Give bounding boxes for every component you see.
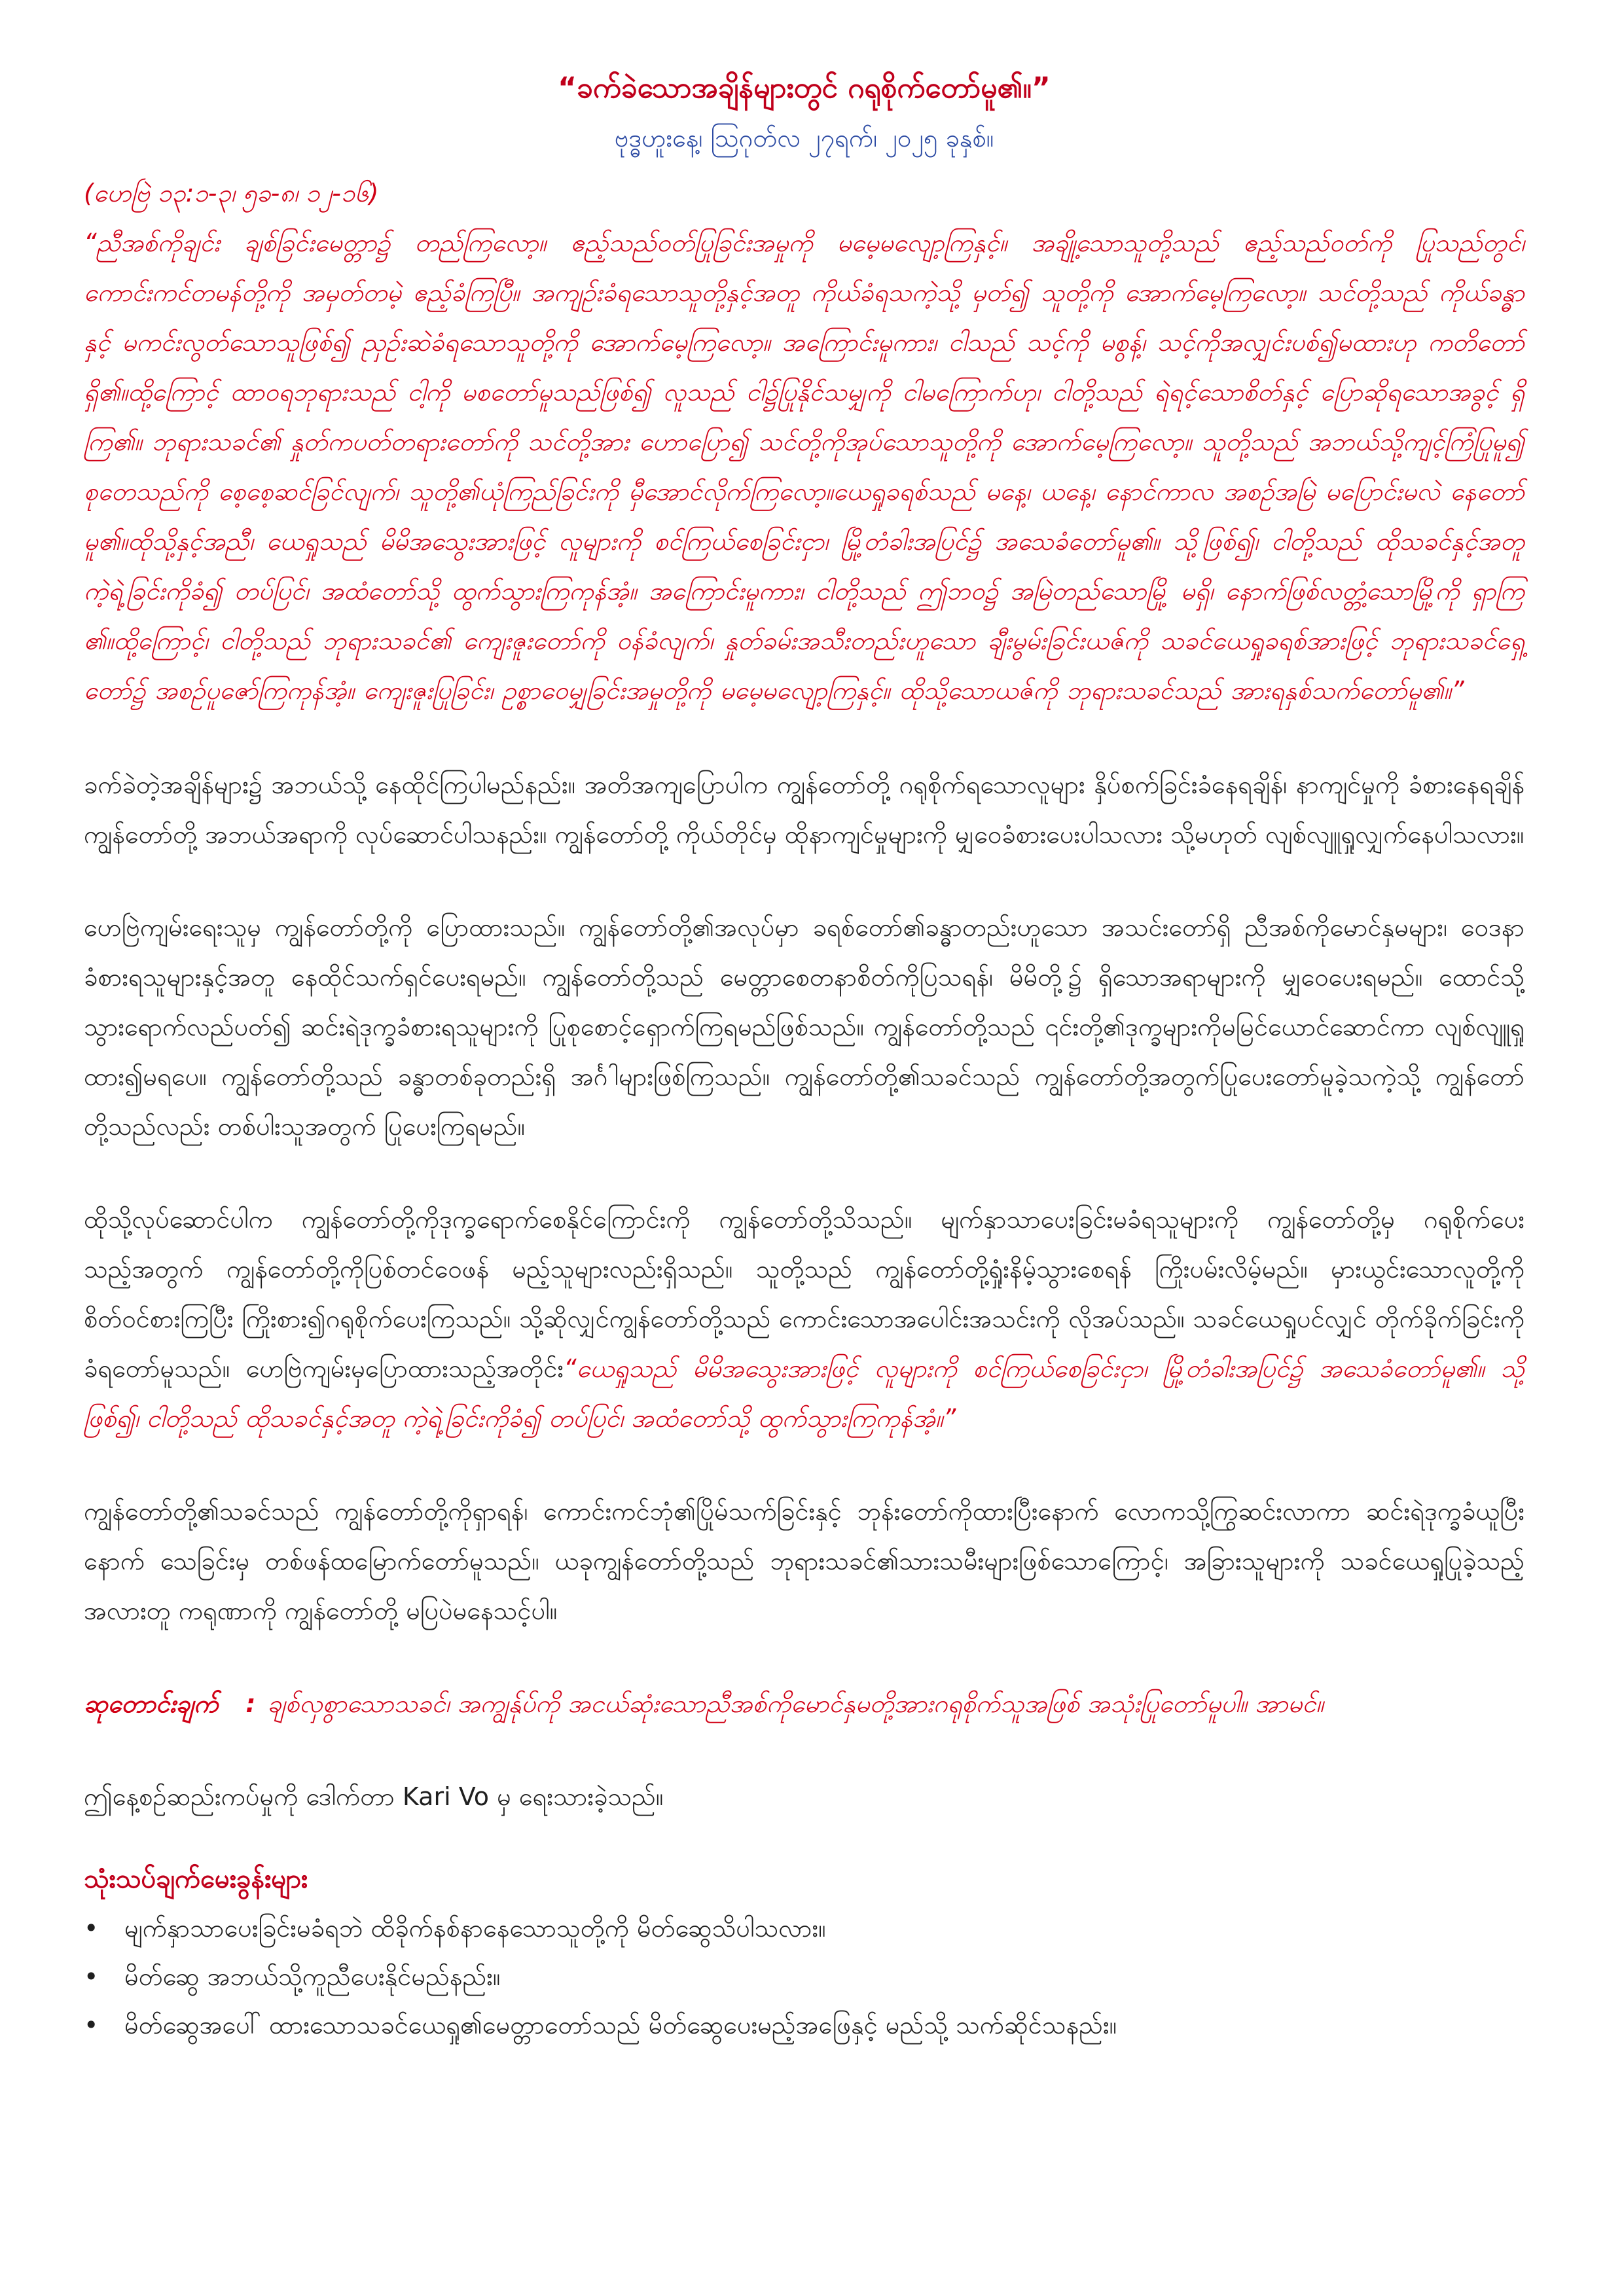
question-text: မိတ်ဆွေအပေါ် ထားသောသခင်ယေရှု၏မေတ္တာတော်သည် မိတ်ဆွေပေးမည့်အဖြေနှင့် မည်သို့ သက်ဆိုင်သနည်း။ bbox=[124, 2011, 1117, 2039]
question-text: မိတ်ဆွေ အဘယ်သို့ကူညီပေးနိုင်မည်နည်း။ bbox=[124, 1962, 501, 1991]
prayer-separator: : bbox=[245, 1689, 256, 1718]
reflection-heading: သုံးသပ်ချက်မေးခွန်းများ bbox=[84, 1864, 308, 1894]
paragraph-4: ကျွန်တော်တို့၏သခင်သည် ကျွန်တော်တို့ကိုရှာရန်၊ ကောင်းကင်ဘုံ၏ပြိုမ်သက်ခြင်းနှင့် ဘုန်းတော်ကိုထားပြီးနောက် လောကသို့ကြွဆင်းလာကာ ဆင်းရဲဒုက္ခခံယူပြီးနောက် သေခြင်းမှ တစ်ဖန်ထမြောက်တော်မူသည်။ ယခုကျွန်တော်တို့သည် ဘုရားသခင်၏သားသမီးများဖြစ်သောကြောင့်၊ အခြားသူများကို သခင်ယေရှုပြုခဲ့သည့်အလားတူ ကရုဏာကို ကျွန်တော်တို့ မပြပဲမနေသင့်ပါ။ bbox=[84, 1497, 1525, 1625]
prayer-label: ဆုတောင်းချက် bbox=[84, 1689, 219, 1718]
paragraph-3 bbox=[84, 1194, 1525, 1443]
prayer-text: ချစ်လှစွာသောသခင်၊ အကျွန်ုပ်ကို အငယ်ဆုံးသောညီအစ်ကိုမောင်နှမတို့အားဂရုစိုက်သူအဖြစ် အသုံးပြုတော်မူပါ။ အာမင်။ bbox=[267, 1689, 1324, 1718]
paragraph-1: ခက်ခဲတဲ့အချိန်များ၌ အဘယ်သို့ နေထိုင်ကြပါမည်နည်း။ အတိအကျပြောပါက ကျွန်တော်တို့ ဂရုစိုက်ရသောလူများ နှိပ်စက်ခြင်းခံနေရချိန်၊ နာကျင်မှုကို ခံစားနေရချိန် ကျွန်တော်တို့ အဘယ်အရာကို လုပ်ဆောင်ပါသနည်း။ ကျွန်တော်တို့ ကိုယ်တိုင်မှ ထိုနာကျင်မှုများကို မျှဝေခံစားပေးပါသလား သို့မဟုတ် လျစ်လျူရှုလျှက်နေပါသလား။ bbox=[84, 770, 1525, 849]
paragraph-2: ဟေဗြဲကျမ်းရေးသူမှ ကျွန်တော်တို့ကို ပြောထားသည်။ ကျွန်တော်တို့၏အလုပ်မှာ ခရစ်တော်၏ခန္ဓာတည်းဟူသော အသင်းတော်ရှိ ညီအစ်ကိုမောင်နှမများ၊ ဝေဒနာခံစားရသူများနှင့်အတူ နေထိုင်သက်ရှင်ပေးရမည်။ ကျွန်တော်တို့သည် မေတ္တာစေတနာစိတ်ကိုပြသရန်၊ မိမိတို့၌ ရှိသောအရာများကို မျှဝေပေးရမည်။ ထောင်သို့သွားရောက်လည်ပတ်၍ ဆင်းရဲဒုက္ခခံစားရသူများကို ပြုစုစောင့်ရှောက်ကြရမည်ဖြစ်သည်။ ကျွန်တော်တို့သည် ၎င်းတို့၏ဒုက္ခများကိုမမြင်ယောင်ဆောင်ကာ လျစ်လျူရှုထား၍မရပေ။ ကျွန်တော်တို့သည် ခန္ဓာတစ်ခုတည်းရှိ အင်္ဂါများဖြစ်ကြသည်။ ကျွန်တော်တို့၏သခင်သည် ကျွန်တော်တို့အတွက်ပြုပေးတော်မူခဲ့သကဲ့သို့ ကျွန်တော်တို့သည်လည်း တစ်ပါးသူအတွက် ပြုပေးကြရမည်။ bbox=[84, 913, 1525, 1141]
paragraph-3-quote: “ယေရှုသည် မိမိအသွေးအားဖြင့် လူများကို စင်ကြယ်စေခြင်းငှာ၊ မြို့တံခါးအပြင်၌ အသေခံတော်မူ၏။ သို့ဖြစ်၍၊ ငါတို့သည် ထိုသခင်နှင့်အတူ ကဲ့ရဲ့ခြင်းကိုခံ၍ တပ်ပြင်၊ အထံတော်သို့ ထွက်သွားကြကုန်အံ့။” bbox=[84, 1354, 1525, 1433]
scripture-text: “ညီအစ်ကိုချင်း ချစ်ခြင်းမေတ္တာ၌ တည်ကြလော့။ ဧည့်သည်ဝတ်ပြုခြင်းအမှုကို မမေ့မလျော့ကြနှင့်။ အချို့သောသူတို့သည် ဧည့်သည်ဝတ်ကို ပြုသည်တွင်၊ ကောင်းကင်တမန်တို့ကို အမှတ်တမဲ့ ဧည့်ခံကြပြီ။ အကျဉ်းခံရသောသူတို့နှင့်အတူ ကိုယ်ခံရသကဲ့သို့ မှတ်၍ သူတို့ကို အောက်မေ့ကြလော့။ သင်တို့သည် ကိုယ်ခန္ဓာနှင့် မကင်းလွတ်သောသူဖြစ်၍ ညှဉ်းဆဲခံရသောသူတို့ကို အောက်မေ့ကြလော့။ အကြောင်းမူကား၊ ငါသည် သင့်ကို မစွန့်၊ သင့်ကိုအလျှင်းပစ်၍မထားဟု ကတိတော်ရှိ၏။ထို့ကြောင့် ထာဝရဘုရားသည် ငါ့ကို မစတော်မူသည်ဖြစ်၍ လူသည် ငါ၌ပြုနိုင်သမျှကို ငါမကြောက်ဟု၊ ငါတို့သည် ရဲရင့်သောစိတ်နှင့် ပြောဆိုရသောအခွင့် ရှိကြ၏။ ဘုရားသခင်၏ နှုတ်ကပတ်တရားတော်ကို သင်တို့အား ဟောပြော၍ သင်တို့ကိုအုပ်သောသူတို့ကို အောက်မေ့ကြလော့။ သူတို့သည် အဘယ်သို့ကျင့်ကြံပြုမူ၍ စုတေသည်ကို စေ့စေ့ဆင်ခြင်လျက်၊ သူတို့၏ယုံကြည်ခြင်းကို မှီအောင်လိုက်ကြလော့။ယေရှုခရစ်သည် မနေ့၊ ယနေ့၊ နောင်ကာလ အစဉ်အမြဲ မပြောင်းမလဲ နေတော်မူ၏။ထိုသို့နှင့်အညီ၊ ယေရှုသည် မိမိအသွေးအားဖြင့် လူများကို စင်ကြယ်စေခြင်းငှာ၊ မြို့တံခါးအပြင်၌ အသေခံတော်မူ၏။ သို့ဖြစ်၍၊ ငါတို့သည် ထိုသခင်နှင့်အတူ ကဲ့ရဲ့ခြင်းကိုခံ၍ တပ်ပြင်၊ အထံတော်သို့ ထွက်သွားကြကုန်အံ့။ အကြောင်းမူကား၊ ငါတို့သည် ဤဘဝ၌ အမြဲတည်သောမြို့ မရှိ၊ နောက်ဖြစ်လတ္တံ့သောမြို့ကို ရှာကြ ၏။ထို့ကြောင့်၊ ငါတို့သည် ဘုရားသခင်၏ ကျေးဇူးတော်ကို ဝန်ခံလျက်၊ နှုတ်ခမ်းအသီးတည်းဟူသော ချီးမွမ်းခြင်းယဇ်ကို သခင်ယေရှုခရစ်အားဖြင့် ဘုရားသခင်ရှေ့တော်၌ အစဉ်ပူဇော်ကြကုန်အံ့။ ကျေးဇူးပြုခြင်း၊ ဥစ္စာဝေမျှခြင်းအမှုတို့ကို မမေ့မလျော့ကြနှင့်။ ထိုသို့သောယဇ်ကို ဘုရားသခင်သည် အားရနှစ်သက်တော်မူ၏။” bbox=[84, 228, 1525, 705]
bullet-icon: • bbox=[84, 2011, 99, 2039]
dateline: ဗုဒ္ဓဟူးနေ့၊ ဩဂုတ်လ ၂၇ရက်၊ ၂၀၂၅ ခုနှစ်။ bbox=[614, 124, 994, 152]
prayer bbox=[84, 1679, 1525, 1729]
page-title: “ခက်ခဲသောအချိန်များတွင် ဂရုစိုက်တော်မူ၏။” bbox=[558, 71, 1051, 105]
scripture-reference: (ဟေဗြဲ ၁၃:၁-၃၊ ၅ခ-၈၊ ၁၂-၁၆) bbox=[84, 179, 379, 207]
reflection-questions bbox=[84, 1904, 1525, 2049]
author-line: ဤနေ့စဉ်ဆည်းကပ်မှုကို ဒေါက်တာ Kari Vo မှ ရေးသားခဲ့သည်။ bbox=[84, 1782, 664, 1811]
question-text: မျက်နှာသာပေးခြင်းမခံရဘဲ ထိခိုက်နစ်နာနေသောသူတို့ကို မိတ်ဆွေသိပါသလား။ bbox=[124, 1914, 826, 1943]
list-item bbox=[84, 1952, 1525, 2001]
list-item bbox=[84, 2001, 1525, 2049]
bullet-icon: • bbox=[84, 1962, 99, 1991]
bullet-icon: • bbox=[84, 1914, 99, 1943]
paragraph-3-text: ထိုသို့လုပ်ဆောင်ပါက ကျွန်တော်တို့ကိုဒုက္ခရောက်စေနိုင်ကြောင်းကို ကျွန်တော်တို့သိသည်။ မျက်နှာသာပေးခြင်းမခံရသူများကို ကျွန်တော်တို့မှ ဂရုစိုက်ပေးသည့်အတွက် ကျွန်တော်တို့ကိုပြစ်တင်ဝေဖန် မည့်သူများလည်းရှိသည်။ သူတို့သည် ကျွန်တော်တို့ရှုံးနိမ့်သွားစေရန် ကြိုးပမ်းလိမ့်မည်။ မှားယွင်းသောလူတို့ကို စိတ်ဝင်စားကြပြီး ကြိုးစား၍ဂရုစိုက်ပေးကြသည်။ သို့ဆိုလျှင်ကျွန်တော်တို့သည် ကောင်းသောအပေါင်းအသင်းကို လိုအပ်သည်။ သခင်ယေရှုပင်လျှင် တိုက်ခိုက်ခြင်းကို ခံရတော်မူသည်။ ဟေဗြဲကျမ်းမှပြောထားသည့်အတိုင်း bbox=[84, 1205, 1525, 1383]
list-item bbox=[84, 1904, 1525, 1952]
